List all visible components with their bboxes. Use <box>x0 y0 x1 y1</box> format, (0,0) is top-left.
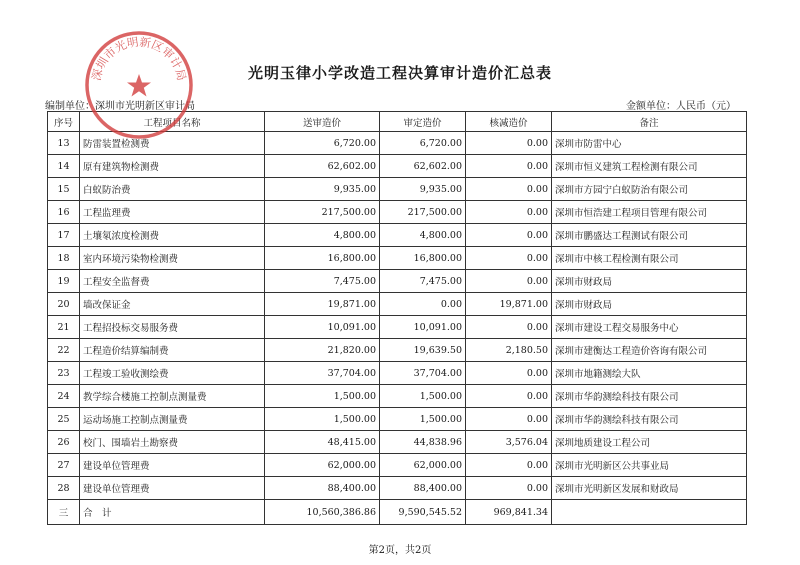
row-submitted: 6,720.00 <box>265 132 380 155</box>
currency-unit-label: 金额单位：人民币（元） <box>626 101 736 112</box>
row-reduction: 0.00 <box>466 224 552 247</box>
row-submitted: 16,800.00 <box>265 247 380 270</box>
row-approved: 1,500.00 <box>380 408 466 431</box>
table-row <box>48 224 747 247</box>
row-reduction: 0.00 <box>466 201 552 224</box>
row-note: 深圳市光明新区公共事业局 <box>552 454 747 477</box>
row-submitted: 19,871.00 <box>265 293 380 316</box>
row-no: 13 <box>48 132 80 155</box>
row-item: 工程竣工验收测绘费 <box>80 362 265 385</box>
total-no: 三 <box>48 500 80 525</box>
row-submitted: 88,400.00 <box>265 477 380 500</box>
row-approved: 44,838.96 <box>380 431 466 454</box>
row-note: 深圳市华韵测绘科技有限公司 <box>552 408 747 431</box>
row-no: 19 <box>48 270 80 293</box>
table-row <box>48 431 747 454</box>
row-no: 21 <box>48 316 80 339</box>
row-reduction: 0.00 <box>466 408 552 431</box>
cost-summary-table <box>47 111 747 525</box>
total-label: 合 计 <box>80 500 265 525</box>
row-no: 24 <box>48 385 80 408</box>
row-no: 23 <box>48 362 80 385</box>
table-row <box>48 132 747 155</box>
row-no: 15 <box>48 178 80 201</box>
table-row <box>48 454 747 477</box>
row-approved: 7,475.00 <box>380 270 466 293</box>
row-note: 深圳市鹏盛达工程测试有限公司 <box>552 224 747 247</box>
row-no: 28 <box>48 477 80 500</box>
row-approved: 88,400.00 <box>380 477 466 500</box>
row-approved: 1,500.00 <box>380 385 466 408</box>
table-row <box>48 270 747 293</box>
row-item: 工程招投标交易服务费 <box>80 316 265 339</box>
row-submitted: 62,602.00 <box>265 155 380 178</box>
row-approved: 6,720.00 <box>380 132 466 155</box>
table-row <box>48 477 747 500</box>
row-note: 深圳市财政局 <box>552 293 747 316</box>
row-item: 防雷装置检测费 <box>80 132 265 155</box>
table-row <box>48 408 747 431</box>
row-submitted: 48,415.00 <box>265 431 380 454</box>
row-no: 17 <box>48 224 80 247</box>
row-no: 14 <box>48 155 80 178</box>
row-item: 工程安全监督费 <box>80 270 265 293</box>
row-approved: 10,091.00 <box>380 316 466 339</box>
row-submitted: 217,500.00 <box>265 201 380 224</box>
row-item: 白蚁防治费 <box>80 178 265 201</box>
row-submitted: 10,091.00 <box>265 316 380 339</box>
row-submitted: 62,000.00 <box>265 454 380 477</box>
row-no: 18 <box>48 247 80 270</box>
row-submitted: 21,820.00 <box>265 339 380 362</box>
row-reduction: 0.00 <box>466 385 552 408</box>
row-note: 深圳市中核工程检测有限公司 <box>552 247 747 270</box>
row-reduction: 0.00 <box>466 454 552 477</box>
row-note: 深圳市华韵测绘科技有限公司 <box>552 385 747 408</box>
row-no: 16 <box>48 201 80 224</box>
row-note: 深圳市光明新区发展和财政局 <box>552 477 747 500</box>
table-row <box>48 155 747 178</box>
table-header-row <box>48 112 747 132</box>
row-reduction: 0.00 <box>466 362 552 385</box>
total-reduction: 969,841.34 <box>466 500 552 525</box>
row-reduction: 0.00 <box>466 247 552 270</box>
row-note: 深圳市防雷中心 <box>552 132 747 155</box>
row-submitted: 4,800.00 <box>265 224 380 247</box>
row-note: 深圳市财政局 <box>552 270 747 293</box>
table-row <box>48 316 747 339</box>
total-row <box>48 500 747 525</box>
row-reduction: 0.00 <box>466 132 552 155</box>
row-item: 教学综合楼施工控制点测量费 <box>80 385 265 408</box>
row-approved: 37,704.00 <box>380 362 466 385</box>
table-row <box>48 247 747 270</box>
row-reduction: 0.00 <box>466 178 552 201</box>
row-reduction: 0.00 <box>466 316 552 339</box>
row-no: 20 <box>48 293 80 316</box>
row-item: 工程造价结算编制费 <box>80 339 265 362</box>
header-submitted: 送审造价 <box>265 112 380 132</box>
row-no: 22 <box>48 339 80 362</box>
row-reduction: 0.00 <box>466 155 552 178</box>
row-approved: 4,800.00 <box>380 224 466 247</box>
row-approved: 19,639.50 <box>380 339 466 362</box>
row-item: 建设单位管理费 <box>80 477 265 500</box>
row-approved: 9,935.00 <box>380 178 466 201</box>
header-approved: 审定造价 <box>380 112 466 132</box>
row-no: 25 <box>48 408 80 431</box>
page-footer: 第2页，共2页 <box>368 545 432 556</box>
row-note: 深圳地质建设工程公司 <box>552 431 747 454</box>
row-submitted: 1,500.00 <box>265 385 380 408</box>
row-approved: 62,000.00 <box>380 454 466 477</box>
row-approved: 16,800.00 <box>380 247 466 270</box>
table-row <box>48 178 747 201</box>
row-note: 深圳市建设工程交易服务中心 <box>552 316 747 339</box>
table-row <box>48 201 747 224</box>
header-no: 序号 <box>48 112 80 132</box>
row-note: 深圳市地籍测绘大队 <box>552 362 747 385</box>
row-item: 墙改保证金 <box>80 293 265 316</box>
row-item: 原有建筑物检测费 <box>80 155 265 178</box>
header-reduction: 核减造价 <box>466 112 552 132</box>
header-item: 工程项目名称 <box>80 112 265 132</box>
row-item: 建设单位管理费 <box>80 454 265 477</box>
row-item: 运动场施工控制点测量费 <box>80 408 265 431</box>
seal-text: 深圳市光明新区审计局 <box>89 34 189 83</box>
total-note <box>552 500 747 525</box>
compiler-label: 编制单位：深圳市光明新区审计局 <box>45 101 195 112</box>
row-note: 深圳市恒浩建工程项目管理有限公司 <box>552 201 747 224</box>
row-note: 深圳市方园宁白蚁防治有限公司 <box>552 178 747 201</box>
row-submitted: 7,475.00 <box>265 270 380 293</box>
row-item: 工程监理费 <box>80 201 265 224</box>
total-approved: 9,590,545.52 <box>380 500 466 525</box>
header-note: 备注 <box>552 112 747 132</box>
row-reduction: 0.00 <box>466 477 552 500</box>
table-row <box>48 385 747 408</box>
row-note: 深圳市建衡达工程造价咨询有限公司 <box>552 339 747 362</box>
row-approved: 217,500.00 <box>380 201 466 224</box>
row-item: 校门、围墙岩土勘察费 <box>80 431 265 454</box>
table-row <box>48 339 747 362</box>
row-no: 27 <box>48 454 80 477</box>
row-reduction: 0.00 <box>466 270 552 293</box>
row-no: 26 <box>48 431 80 454</box>
row-reduction: 2,180.50 <box>466 339 552 362</box>
row-approved: 0.00 <box>380 293 466 316</box>
table-row <box>48 293 747 316</box>
row-submitted: 37,704.00 <box>265 362 380 385</box>
row-reduction: 19,871.00 <box>466 293 552 316</box>
row-approved: 62,602.00 <box>380 155 466 178</box>
row-item: 室内环境污染物检测费 <box>80 247 265 270</box>
row-item: 土壤氡浓度检测费 <box>80 224 265 247</box>
row-submitted: 1,500.00 <box>265 408 380 431</box>
total-submitted: 10,560,386.86 <box>265 500 380 525</box>
document-title: 光明玉律小学改造工程决算审计造价汇总表 <box>247 64 552 82</box>
table-row <box>48 362 747 385</box>
row-note: 深圳市恒义建筑工程检测有限公司 <box>552 155 747 178</box>
row-submitted: 9,935.00 <box>265 178 380 201</box>
row-reduction: 3,576.04 <box>466 431 552 454</box>
